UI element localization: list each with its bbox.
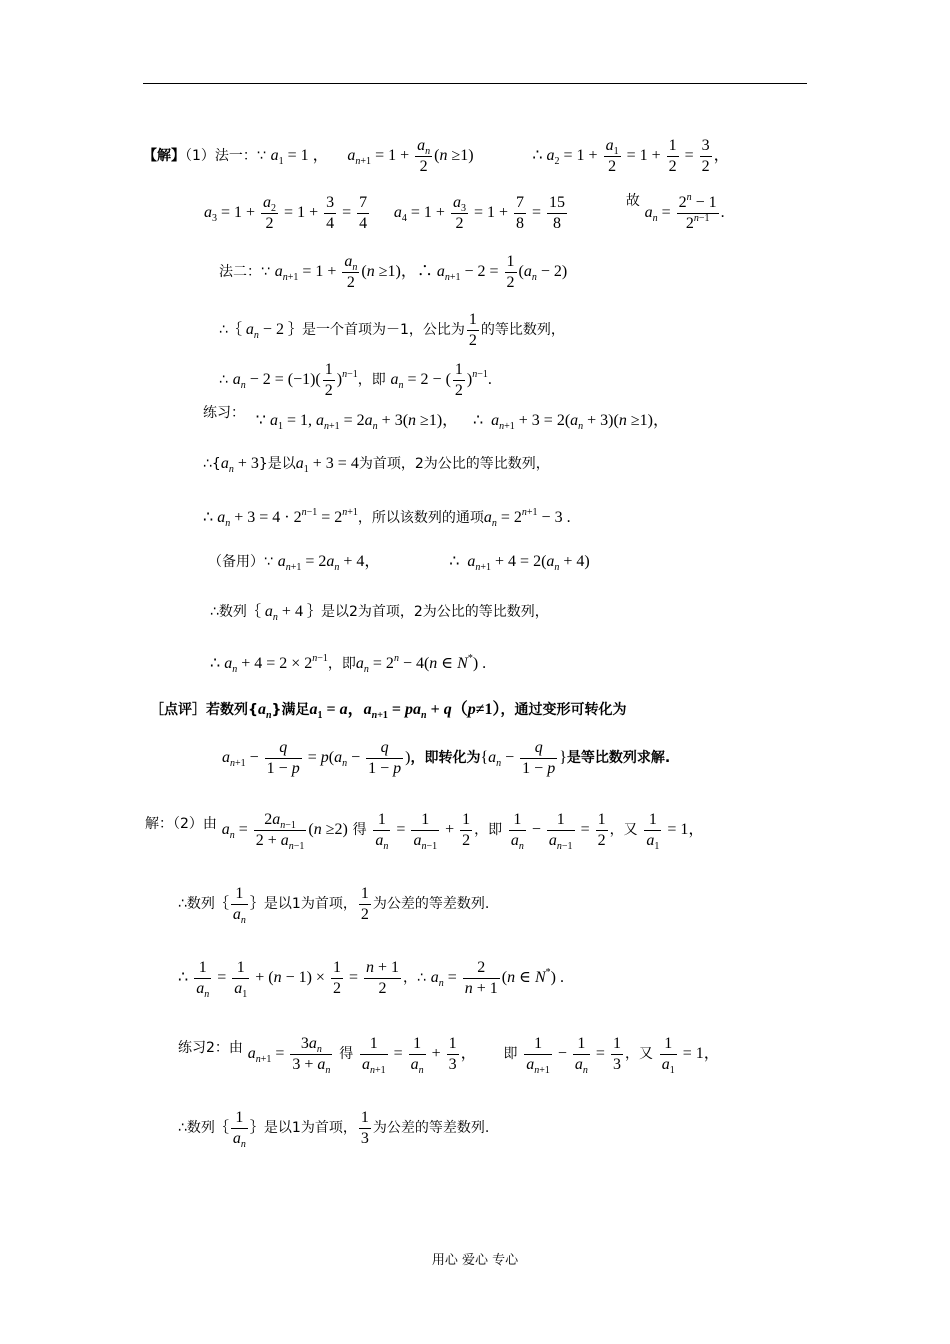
formula-half: $\frac{1}{2}$ bbox=[468, 311, 477, 349]
formula-a3: $a_3 = 1$ + $\frac{a_2}{2}$ = 1 + $\frac{3}{4}$ = $\frac{7}{4}$ bbox=[204, 193, 368, 232]
formula-part2-init: $\frac{1}{a_1}$ = 1， bbox=[646, 811, 705, 852]
solution-part2-label: 解：（2）由 bbox=[145, 816, 217, 833]
practice-line1 bbox=[203, 402, 669, 432]
therefore-word: 故 bbox=[625, 193, 640, 209]
formula-commentary-cond: $a_1 = a$，$a_{n+1} = pa_n + q(p\ne 1)$ bbox=[309, 701, 501, 721]
formula-practice2-recurrence: $a_{n+1}$ = $\frac{3a_n}{3 + a_n}$ bbox=[247, 1035, 331, 1076]
geometric-desc: ｝是一个首项为－1，公比为 bbox=[287, 322, 465, 339]
arith-desc-2: ｝是以1为首项， bbox=[249, 1120, 357, 1137]
set-open-2: ∴{ bbox=[203, 456, 221, 472]
formula-part2-result: $a_n$ = $\frac{2}{n + 1}$ (n ∈ N*) . bbox=[430, 959, 564, 997]
geometric-desc-2: 为首项，2为公比的等比数列， bbox=[358, 456, 550, 472]
formula-practice-transform: ∴ $a_{n+1} + 3 = 2(a_n + 3)(n \ge 1)$， bbox=[472, 412, 669, 432]
formula-practice2-diff: $\frac{1}{a_{n+1}}$ − $\frac{1}{a_n}$ = $\frac{1}{3}$ bbox=[526, 1035, 621, 1076]
practice2-line1 bbox=[178, 1034, 720, 1075]
sequence-open: ∴数列｛ bbox=[210, 604, 261, 620]
formula-an-plus-3: $a_n + 3$ bbox=[220, 455, 259, 475]
sequence-open-3: ∴数列｛ bbox=[178, 1120, 229, 1137]
formula-an-plus-4: $a_n + 4$ bbox=[264, 603, 307, 623]
practice2-label: 练习2：由 bbox=[178, 1040, 243, 1057]
practice-line3 bbox=[203, 506, 571, 529]
practice2-line2 bbox=[178, 1108, 489, 1149]
formula-recurrence: $a_{n+1} = 1$ + $\frac{a_n}{2}$ (n ≥1) bbox=[347, 137, 474, 175]
formula-backup-transform: ∴ $a_{n+1} + 4 = 2(a_n + 4)$ bbox=[449, 553, 590, 573]
is-with: }是以 bbox=[258, 456, 296, 472]
geometric-desc-3: ｝是以2为首项，2为公比的等比数列， bbox=[306, 604, 549, 620]
solution-part2-line2 bbox=[178, 884, 489, 925]
namely-word: ，即 bbox=[357, 372, 386, 389]
set-open: ∴｛ bbox=[219, 322, 242, 339]
formula-part2-diff: $\frac{1}{a_n}$ − $\frac{1}{a_{n-1}}$ = $\frac{1}{2}$ bbox=[510, 811, 606, 852]
formula-commentary-seq: {$a_n$ − $\frac{q}{1 - p}$ } bbox=[480, 739, 567, 777]
satisfies-word: }满足 bbox=[271, 702, 310, 718]
transform-word: ，通过变形可转化为 bbox=[500, 702, 627, 718]
formula-part2-recip: $\frac{1}{a_n}$ = $\frac{1}{a_{n-1}}$ + $\frac{1}{2}$ bbox=[375, 811, 471, 852]
backup-line3 bbox=[210, 652, 486, 675]
also-word-2: ，又 bbox=[624, 1046, 653, 1063]
arith-desc-end: 为公差的等差数列. bbox=[372, 896, 490, 913]
formula-backup-closed: ∴ $a_n + 4 = 2 \times 2^{n-1}$ bbox=[210, 653, 328, 675]
method-two-line2 bbox=[219, 310, 565, 351]
converted-word: ，即转化为 bbox=[410, 750, 481, 767]
general-term-text: ，所以该数列的通项 bbox=[357, 510, 484, 526]
backup-line2 bbox=[210, 600, 549, 623]
formula-part2-recurrence: $a_n$ = $\frac{2a_{n-1}}{2 + a_{n-1}}$ (n ≥2) bbox=[221, 811, 348, 852]
method-two-line1 bbox=[219, 252, 567, 293]
method-one-intro: （1）法一：∵ bbox=[185, 148, 266, 165]
formula-third: $\frac{1}{3}$ bbox=[360, 1109, 369, 1147]
get-word-2: 得 bbox=[339, 1046, 354, 1063]
commentary-label: ［点评］若数列{ bbox=[150, 702, 258, 718]
practice-line2 bbox=[203, 452, 550, 475]
therefore-symbol: ∴ bbox=[219, 372, 228, 389]
method-two-label: 法二：∵ bbox=[219, 264, 270, 281]
formula-recip-an-2: $\frac{1}{a_n}$ bbox=[232, 1109, 246, 1150]
get-word: 得 bbox=[352, 822, 367, 839]
solve-word: 是等比数列求解. bbox=[566, 750, 671, 767]
formula-a2: ∴ $a_2 = 1$ + $\frac{a_1}{2}$ = 1 + $\frac{1}{2}$ = $\frac{3}{2}$ ， bbox=[532, 137, 730, 175]
formula-a4: $a_4 = 1$ + $\frac{a_3}{2}$ = 1 + $\frac{7}{8}$ = $\frac{15}{8}$ bbox=[393, 193, 566, 232]
solution-label: 【解】 bbox=[143, 148, 185, 165]
formula-a1: $a_1 = 1$ ， bbox=[270, 147, 329, 168]
formula-part2-closed: ∴ $\frac{1}{a_n}$ = $\frac{1}{a_1}$ + (n − 1) × $\frac{1}{2}$ = $\frac{n + 1}{2}$ bbox=[178, 959, 400, 1000]
arith-desc: ｝是以1为首项， bbox=[249, 896, 357, 913]
formula-an-sym: $a_n$ bbox=[257, 701, 272, 721]
namely-word-4: 即 bbox=[503, 1046, 518, 1063]
solution-part2-line1 bbox=[145, 810, 704, 851]
formula-practice-recurrence: ∵ $a_1 = 1$, $a_{n+1} = 2a_n + 3(n \ge 1)$， bbox=[255, 412, 459, 432]
method-two-line3 bbox=[219, 360, 492, 401]
geometric-desc-end: 的等比数列， bbox=[480, 322, 565, 339]
commentary-line2 bbox=[222, 738, 670, 779]
solution-part2-line3 bbox=[178, 958, 564, 999]
formula-practice-closed: ∴ $a_n + 3 = 4 \cdot 2^{n-1} = 2^{n+1}$ bbox=[203, 507, 358, 529]
formula-backup-result: $a_n = 2^n - 4(n$ ∈ N*) . bbox=[355, 653, 487, 675]
solution-part1-line1 bbox=[143, 136, 730, 177]
solution-part1-line2 bbox=[204, 190, 725, 234]
practice-label: 练习： bbox=[203, 405, 245, 421]
namely-word-2: ，即 bbox=[327, 656, 356, 672]
formula-an-result: $a_n = 2$ − ( $\frac{1}{2}$ )$^{n-1}$. bbox=[390, 361, 492, 399]
formula-recurrence-2: $a_{n+1} = 1$ + $\frac{a_n}{2}$ (n ≥1)，∴ $a_{n+1} - 2$ = $\frac{1}{2}$ $(a_n - 2)$ bbox=[274, 253, 568, 291]
formula-backup-recurrence: $a_{n+1} = 2a_n + 4$， bbox=[277, 553, 381, 573]
commentary-line1 bbox=[150, 698, 627, 721]
arith-desc-end-2: 为公差的等差数列. bbox=[372, 1120, 490, 1137]
formula-an-guess: $a_n$ = $\frac{2^n - 1}{2^{n-1}}$ . bbox=[644, 191, 725, 232]
also-word: ，又 bbox=[609, 822, 638, 839]
backup-label: （备用）∵ bbox=[208, 554, 273, 570]
header-rule bbox=[143, 83, 807, 84]
formula-practice2-recip: $\frac{1}{a_{n+1}}$ = $\frac{1}{a_n}$ + $\frac{1}{3}$ ， bbox=[361, 1035, 477, 1076]
formula-half-2: $\frac{1}{2}$ bbox=[360, 885, 369, 923]
formula-practice-result: $a_n = 2^{n+1} - 3$ . bbox=[483, 507, 571, 529]
page-footer: 用心 爱心 专心 bbox=[431, 1253, 519, 1268]
formula-an-minus-2: $a_n - 2$ bbox=[245, 321, 288, 342]
namely-word-3: ，即 bbox=[474, 822, 503, 839]
formula-recip-an: $\frac{1}{a_n}$ bbox=[232, 885, 246, 926]
sequence-open-2: ∴数列｛ bbox=[178, 896, 229, 913]
backup-line1 bbox=[208, 550, 590, 573]
formula-an-minus-2-eq: $a_n - 2 = (-1)$( $\frac{1}{2}$ )$^{n-1}$ bbox=[232, 361, 358, 399]
therefore-word-2: ，∴ bbox=[403, 970, 426, 987]
formula-commentary-transform: $a_{n+1}$ − $\frac{q}{1 - p}$ = $p(a_n$ − $\frac{q}{1 - p}$ ) bbox=[222, 739, 411, 777]
formula-practice2-init: $\frac{1}{a_1}$ = 1， bbox=[661, 1035, 720, 1076]
formula-a1-plus-3: $a_1 + 3 = 4$ bbox=[295, 455, 359, 475]
